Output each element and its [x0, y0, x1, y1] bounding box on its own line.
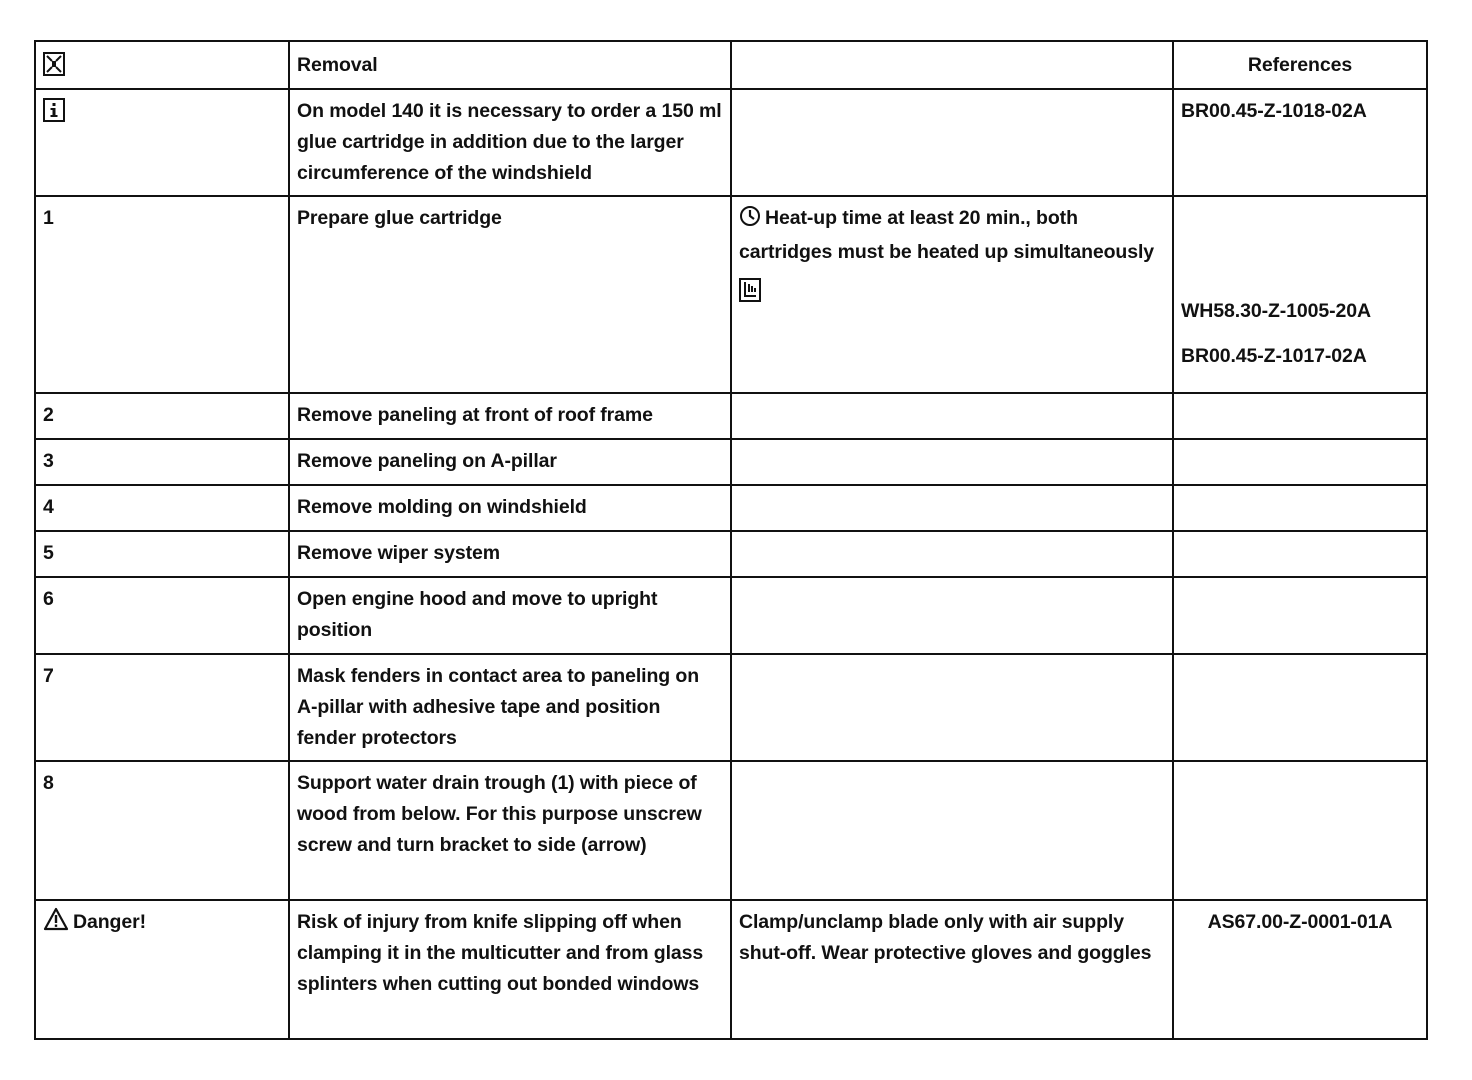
- note-cell: [731, 196, 1173, 393]
- header-icon-cell: [35, 41, 289, 89]
- danger-cell: [35, 900, 289, 1039]
- procedure-table: [34, 40, 1428, 1040]
- reference-link[interactable]: BR00.45-Z-1018-02A: [1181, 100, 1367, 122]
- action-cell: On model 140 it is necessary to order a 150 ml glue cartridge in addition due to the larger circumference of the windshield: [289, 89, 731, 196]
- note-text: Heat-up time at least 20 min., both cartridges must be heated up simultaneously: [739, 207, 1155, 263]
- table-row: [35, 485, 1427, 531]
- table-header-row: [35, 41, 1427, 89]
- table-row: [35, 196, 1427, 393]
- action-cell: Support water drain trough (1) with piece of wood from below. For this purpose unscrew screw and turn bracket to side (arrow): [289, 761, 731, 900]
- action-cell: Mask fenders in contact area to paneling on A-pillar with adhesive tape and position fender protectors: [289, 654, 731, 761]
- table-row: [35, 654, 1427, 761]
- action-cell: Remove wiper system: [289, 531, 731, 577]
- header-removal: Removal: [289, 41, 731, 89]
- reference-cell: [1173, 761, 1427, 900]
- note-cell: [731, 654, 1173, 761]
- table-row: [35, 393, 1427, 439]
- action-cell: Open engine hood and move to upright position: [289, 577, 731, 654]
- note-cell: Clamp/unclamp blade only with air supply shut-off. Wear protective gloves and goggles: [731, 900, 1173, 1039]
- table-row: [35, 761, 1427, 900]
- table-row: [35, 531, 1427, 577]
- reference-link[interactable]: BR00.45-Z-1017-02A: [1181, 345, 1367, 367]
- reference-cell: [1173, 900, 1427, 1039]
- action-cell: Prepare glue cartridge: [289, 196, 731, 393]
- reference-cell: [1173, 577, 1427, 654]
- step-cell: [35, 89, 289, 196]
- reference-link[interactable]: AS67.00-Z-0001-01A: [1207, 911, 1393, 933]
- step-cell: 1: [35, 196, 289, 393]
- note-cell: [731, 577, 1173, 654]
- header-references: References: [1173, 41, 1427, 89]
- action-cell: Risk of injury from knife slipping off when clamping it in the multicutter and from glass splinters when cutting out bonded windows: [289, 900, 731, 1039]
- table-row-danger: [35, 900, 1427, 1039]
- warning-triangle-icon: [43, 907, 69, 941]
- table-row: [35, 89, 1427, 196]
- note-cell: [731, 439, 1173, 485]
- book-reference-icon[interactable]: [739, 278, 761, 302]
- table-row: [35, 439, 1427, 485]
- reference-link[interactable]: WH58.30-Z-1005-20A: [1181, 300, 1372, 322]
- note-cell: [731, 531, 1173, 577]
- clock-icon: [739, 205, 761, 237]
- step-cell: 2: [35, 393, 289, 439]
- info-icon: [43, 98, 65, 122]
- step-cell: 8: [35, 761, 289, 900]
- reference-cell: [1173, 654, 1427, 761]
- step-cell: 7: [35, 654, 289, 761]
- reference-cell: [1173, 531, 1427, 577]
- reference-cell: [1173, 393, 1427, 439]
- tools-grid-icon: [43, 52, 65, 76]
- action-cell: Remove paneling at front of roof frame: [289, 393, 731, 439]
- reference-cell: [1173, 89, 1427, 196]
- header-notes: [731, 41, 1173, 89]
- note-cell: [731, 485, 1173, 531]
- reference-cell: [1173, 196, 1427, 393]
- step-cell: 5: [35, 531, 289, 577]
- step-cell: 6: [35, 577, 289, 654]
- note-cell: [731, 89, 1173, 196]
- step-cell: 3: [35, 439, 289, 485]
- table-row: [35, 577, 1427, 654]
- note-cell: [731, 393, 1173, 439]
- note-cell: [731, 761, 1173, 900]
- action-cell: Remove paneling on A-pillar: [289, 439, 731, 485]
- action-cell: Remove molding on windshield: [289, 485, 731, 531]
- step-cell: 4: [35, 485, 289, 531]
- reference-cell: [1173, 485, 1427, 531]
- danger-label: Danger!: [73, 911, 146, 933]
- reference-cell: [1173, 439, 1427, 485]
